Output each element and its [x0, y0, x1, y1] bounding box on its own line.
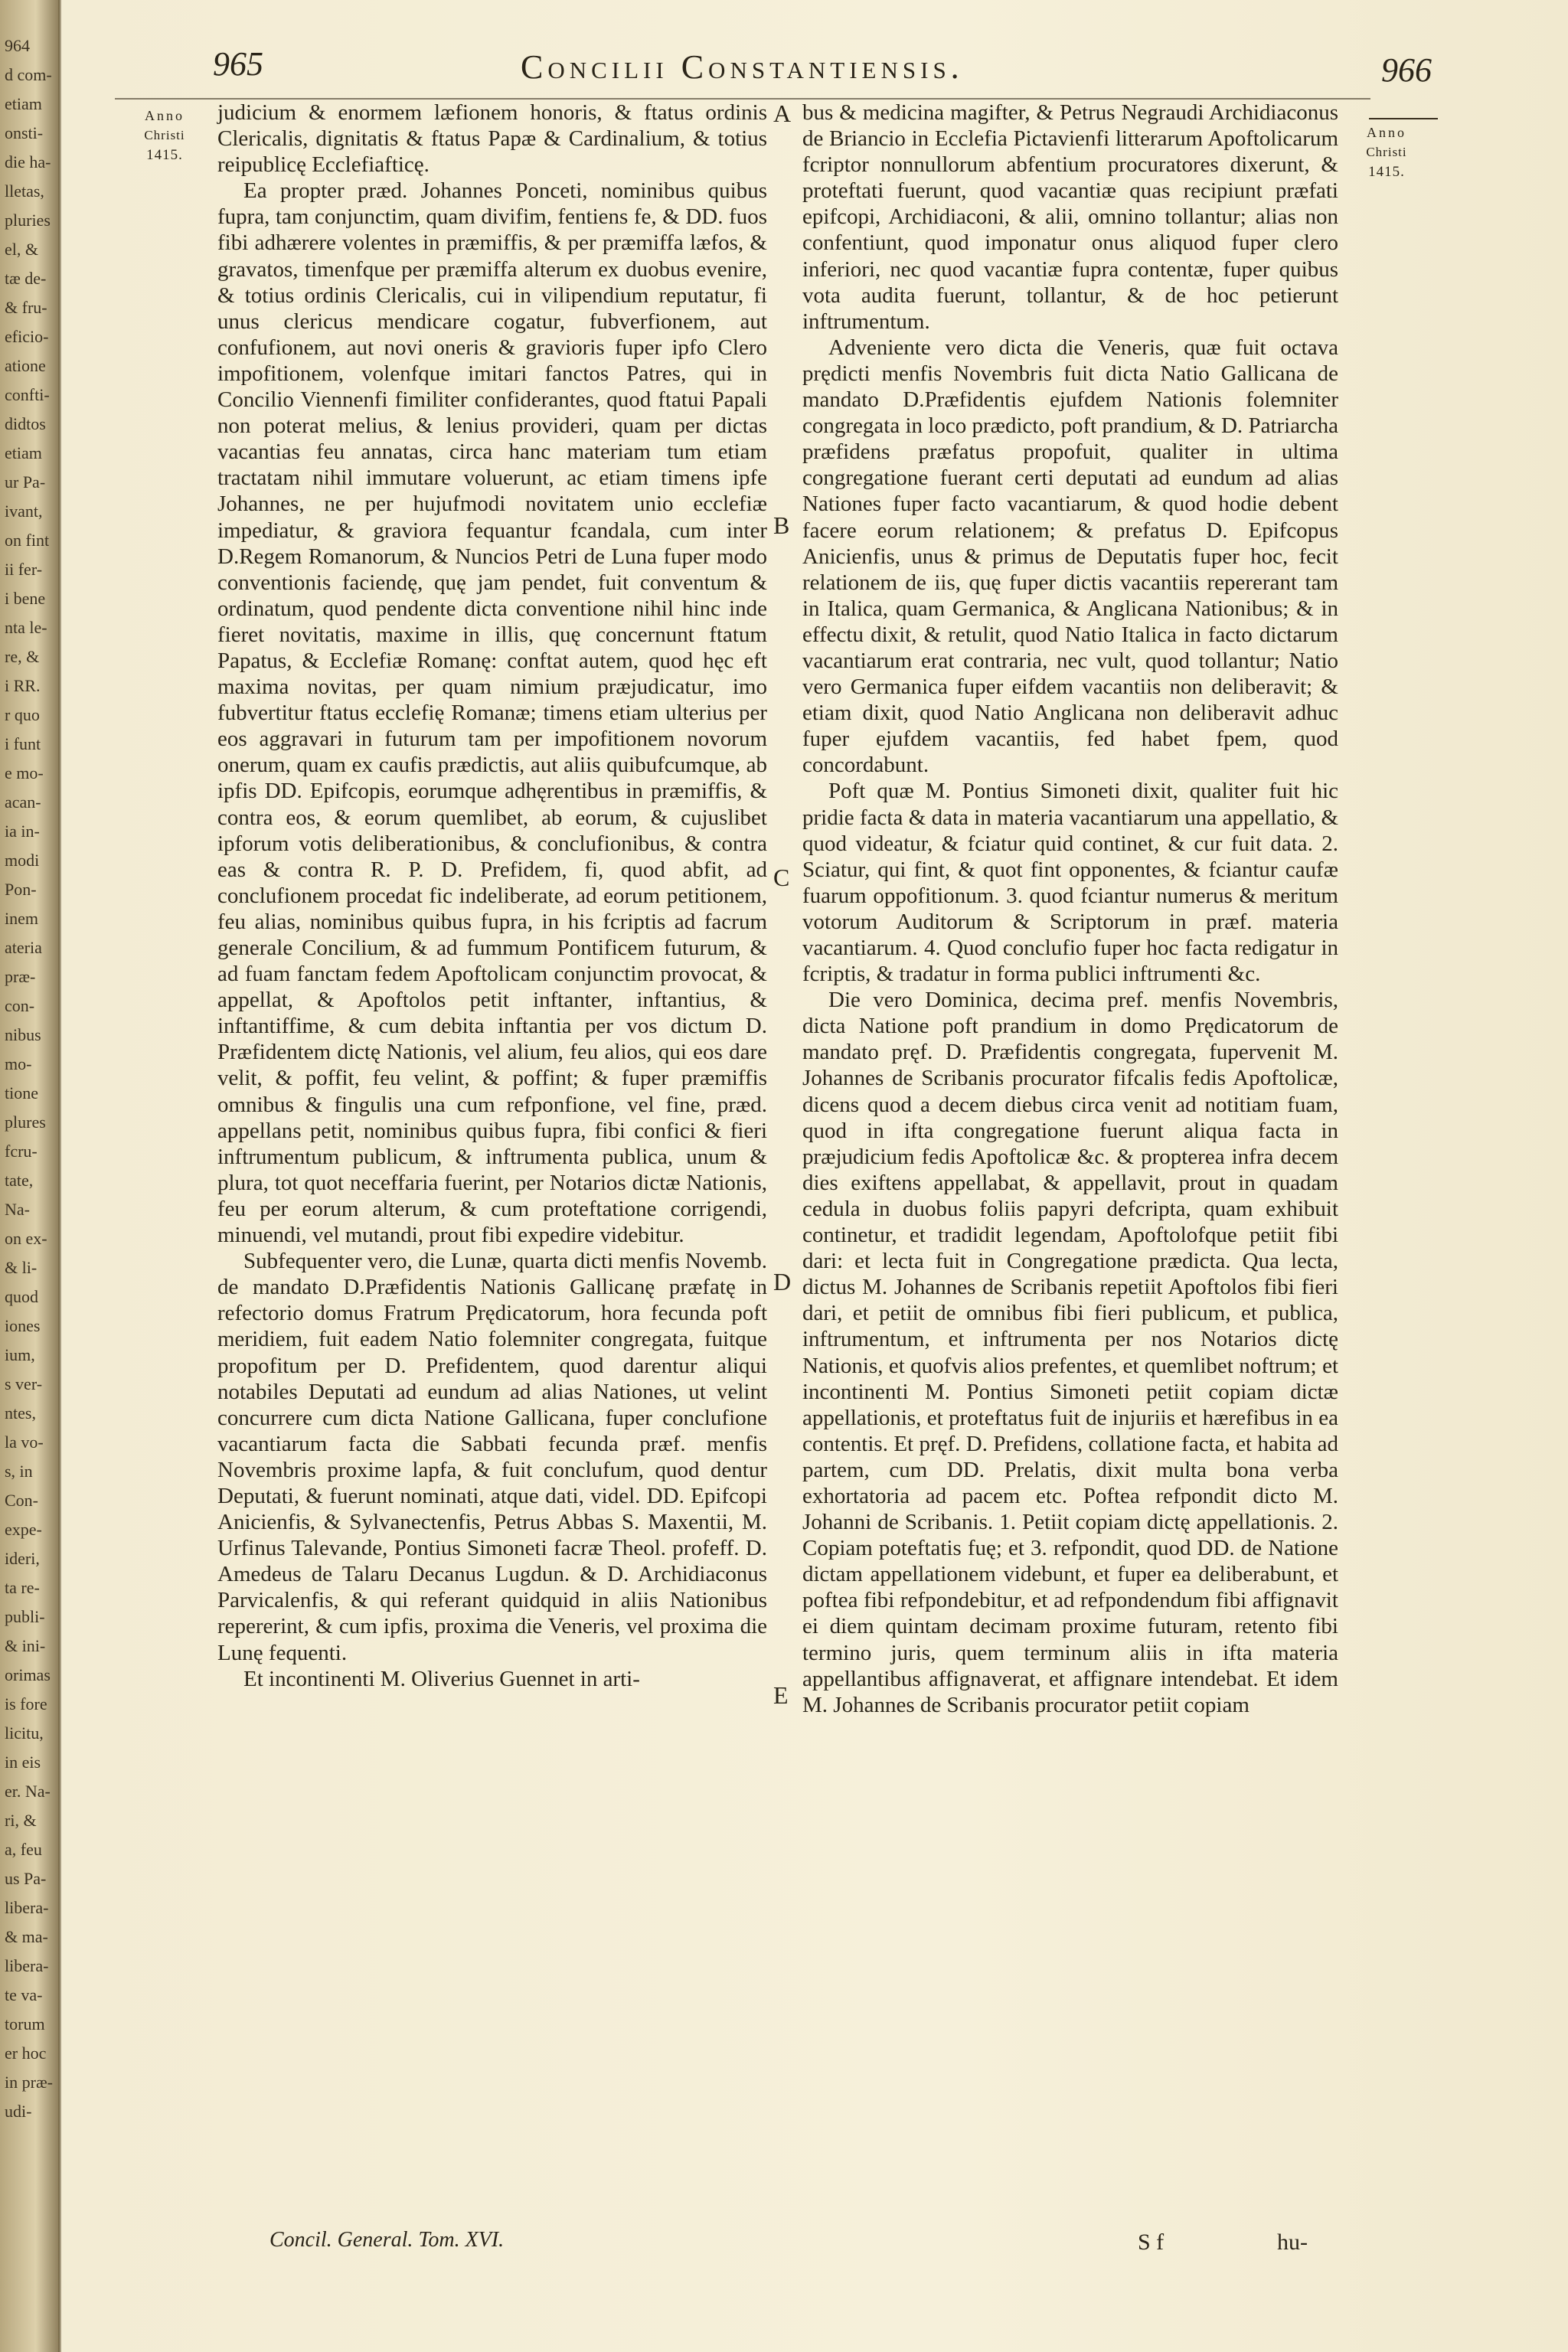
section-marker-e: E: [773, 1681, 789, 1709]
prev-page-fragment: die ha-: [5, 152, 51, 172]
footer-catchword: hu-: [1277, 2230, 1308, 2255]
page-number-right: 966: [1381, 51, 1432, 89]
prev-page-fragment: & li-: [5, 1258, 38, 1277]
margin-year: 1415.: [1368, 164, 1405, 180]
prev-page-fragment: ia in-: [5, 822, 40, 841]
paragraph: Poft quæ M. Pontius Simoneti dixit, qualiter fuit hic pridie facta & data in materia vacantiarum una appellatio, & quod videatur, & fciatur quid continet, & cur fuit data. 2. Sciatur, qui fint, & quot fint opponentes, & fciantur caufæ fuarum oppofitionum. 3. quod fciantur numerus & meritum votorum Auditorum & Scriptorum in præf. materia vacantiarum. 4. Quod conclufio fuper hoc facta redigatur in fcriptis, & tradatur in forma publici inftrumenti &c.: [802, 779, 1338, 987]
prev-page-fragment: tæ de-: [5, 269, 47, 288]
prev-page-fragment: in præ-: [5, 2073, 53, 2092]
prev-page-fragment: confti-: [5, 385, 50, 404]
prev-page-fragment: & ma-: [5, 1927, 48, 1946]
prev-page-fragment: ateria: [5, 938, 42, 957]
left-column: [217, 100, 767, 1692]
prev-page-fragment: eficio-: [5, 327, 49, 346]
prev-page-fragment: & ini-: [5, 1636, 46, 1655]
prev-page-fragment: on fint: [5, 531, 50, 550]
prev-page-fragment: re, &: [5, 647, 40, 666]
paragraph: Subfequenter vero, die Lunæ, quarta dicti menfis Novemb. de mandato D.Præfidentis Nationis Gallicanę præfatę in refectorio domus Fratrum Prędicatorum, hora fecunda poft meridiem, fuit eadem Natio folemniter congregata, fuitque propofitum per D. Prefidentem, quod darentur aliqui notabiles Deputati ad eundum ad alias Nationes, ut velint concurrere cum dicta Natione Gallicana, fuper conclufione vacantiarum facta die Sabbati fecunda præf. menfis Novembris proxime lapfa, & fuit conclufum, quod dentur Deputati, & fuerunt nominati, atque dati, videl. DD. Epifcopi Anicienfis, & Sylvanectenfis, Petrus Abbas S. Maxentii, M. Urfinus Talevande, Pontius Simoneti facræ Theol. profeff. D. Amedeus de Talaru Decanus Lugdun. & D. Archidiaconus Parvicalenfis, & qui referant quidquid in aliis Nationibus repererint, & cum ipfis, proxima die Veneris, vel proxima die Lunę fequenti.: [217, 1249, 767, 1665]
prev-page-fragment: iones: [5, 1316, 41, 1335]
prev-page-fragment: expe-: [5, 1520, 42, 1539]
prev-page-fragment: la vo-: [5, 1432, 44, 1452]
prev-page-fragment: tione: [5, 1083, 38, 1102]
prev-page-fragment: us Pa-: [5, 1869, 47, 1888]
prev-page-fragment: atione: [5, 356, 46, 375]
prev-page-fragment: plures: [5, 1112, 46, 1132]
prev-page-fragment: el, &: [5, 240, 38, 259]
paragraph: Die vero Dominica, decima pref. menfis Novembris, dicta Natione poft prandium in domo Prędicatorum de mandato pręf. D. Præfidentis congregata, fupervenit M. Johannes de Scribanis procurator fifcalis fedis Apoftolicæ, dicens quod a decem diebus circa venit ad notitiam fuam, quod in ifta congregatione fuerunt aliqua facta in præjudicium fedis Apoftolicæ &c. & propterea infra decem dies exiftens appellabat, & appellavit, prout in quadam cedula in duobus foliis papyri defcripta, quam exhibuit continetur, et tradidit legendam, Apoftolofque petiit fibi dari: et lecta fuit in Congregatione prædicta. Qua lecta, dictus M. Johannes de Scribanis repetiit Apoftolos fibi fieri dari, et petiit de omnibus fibi fieri publicum, et publica, inftrumentum, et inftrumenta per nos Notarios dictę Nationis, et quofvis alios prefentes, et quemlibet noftrum; et incontinenti M. Pontius Simoneti petiit copiam dictæ appellationis, et proteftatus fuit de injuriis et hærefibus in ea contentis. Et pręf. D. Prefidens, collatione facta, et habita ad partem, cum DD. Prelatis, dixit multa bona verba exhortatoria ad pacem etc. Poftea refpondit dicto M. Johanni de Scribanis. 1. Petiit copiam dictę appellationis. 2. Copiam poteftatis fuę; et 3. refpondit, quod DD. de Natione dictam appellationem videbunt, et fuper ea deliberabunt, et poftea fibi refpondebitur, et ad refpondendum fibi affignavit ei diem quintam decimam proxime futuram, retento fibi termino juris, quem terminum aliis in ifta materia appellantibus affignaverat, et affignare intendebat. Et idem M. Johannes de Scribanis procurator petiit copiam: [802, 988, 1338, 1717]
margin-date-right: [1337, 122, 1436, 182]
prev-page-fragment: fcru-: [5, 1142, 38, 1161]
prev-page-fragment: is fore: [5, 1694, 47, 1713]
prev-page-fragment: libera-: [5, 1898, 49, 1917]
prev-page-fragment: mo-: [5, 1054, 32, 1073]
prev-page-fragment: con-: [5, 996, 35, 1015]
previous-page-edge: [0, 0, 60, 2352]
paragraph: Adveniente vero dicta die Veneris, quæ fuit octava prędicti menfis Novembris fuit dicta Natio Gallicana de mandato D.Præfidentis ejufdem Nationis folemniter congregata in loco prædicto, poft prandium, & D. Patriarcha præfidens præfatus propofuit, qualiter in ultima congregatione fuerant certi deputati ad eundum ad alias Nationes fuper facto vacantiarum, & quod hodie debent facere eorum relationem; & prefatus D. Epifcopus Anicienfis, unus & primus de Deputatis fuper hoc, fecit relationem de iis, quę fuper dictis vacantiis repererant tam in Italica, quam Germanica, & Anglicana Nationibus; & in effectu dixit, & retulit, quod Natio Italica in facto dictarum vacantiarum erat contraria, nec vult, quod tollantur; Natio vero Germanica fuper eifdem vacantiis non deliberavit; & etiam dixit, quod Natio Anglicana non deliberavit adhuc fuper ejufdem vacantiis, fed habet fpem, quod concordabunt.: [802, 335, 1338, 778]
prev-page-fragment: Con-: [5, 1491, 38, 1510]
footer-signature: S f: [1138, 2230, 1165, 2255]
section-marker-d: D: [773, 1268, 792, 1295]
prev-page-fragment: pluries: [5, 211, 51, 230]
prev-page-fragment: i bene: [5, 589, 46, 608]
prev-page-fragment: s ver-: [5, 1374, 43, 1393]
prev-page-fragment: er. Na-: [5, 1782, 51, 1801]
prev-page-fragment: er hoc: [5, 2043, 47, 2063]
paragraph: judicium & enormem læfionem honoris, & ftatus ordinis Clericalis, dignitatis & ftatus Papæ & Cardinalium, & totius reipublicę Ecclefiafticę.: [217, 100, 767, 178]
margin-date-left: [119, 106, 210, 165]
prev-page-fragment: ideri,: [5, 1549, 40, 1568]
prev-page-fragment: ri, &: [5, 1811, 37, 1830]
margin-rule-right: [1369, 118, 1438, 119]
right-column: [802, 100, 1338, 1718]
prev-page-fragment: quod: [5, 1287, 38, 1306]
margin-christi: Christi: [144, 128, 185, 142]
page-number-left: 965: [213, 45, 263, 83]
prev-page-fragment: didtos: [5, 414, 46, 433]
margin-anno: Anno: [145, 108, 185, 123]
prev-page-fragment: modi: [5, 851, 40, 870]
prev-page-fragment: d com-: [5, 65, 52, 84]
margin-christi: Christi: [1366, 145, 1407, 159]
prev-page-fragment: lletas,: [5, 181, 44, 201]
margin-anno: Anno: [1367, 125, 1406, 140]
prev-page-fragment: i RR.: [5, 676, 41, 695]
prev-page-fragment: udi-: [5, 2102, 32, 2121]
prev-page-fragment: ur Pa-: [5, 472, 46, 492]
prev-page-fragment: onsti-: [5, 123, 44, 142]
prev-page-fragment: torum: [5, 2014, 45, 2034]
section-marker-b: B: [773, 511, 790, 539]
prev-page-fragment: præ-: [5, 967, 36, 986]
prev-page-fragment: on ex-: [5, 1229, 47, 1248]
footer-source: Concil. General. Tom. XVI.: [270, 2228, 505, 2252]
prev-page-fragment: orimas: [5, 1665, 51, 1684]
prev-page-fragment: inem: [5, 909, 38, 928]
paragraph: Et incontinenti M. Oliverius Guennet in arti-: [243, 1666, 640, 1691]
prev-page-fragment: e mo-: [5, 763, 44, 782]
paragraph: Ea propter præd. Johannes Ponceti, nominibus quibus fupra, tam conjunctim, quam divifim, fentiens fe, & DD. fuos fibi adhærere volentes in præmiffis, & per præmiffa læfos, & gravatos, timenfque per præmiffa alterum ex duobus evenire, & totius ordinis Clericalis, cui in vilipendium reputatur, fi unus clericus mendicare cogatur, fubverfionem, aut confufionem, aut novi oneris & gravioris fuper ipfo Clero impofitionem, volenfque imitari fanctos Patres, qui in Concilio Viennenfi fimiliter confiderantes, quod ftatui Papali non poterat melius, & lenius provideri, quam per dictas vacantias feu annatas, circa hanc materiam tum etiam tractatam nihil immutare voluerunt, ac etiam timens ipfe Johannes, ne per hujufmodi novitatem unio ecclefiæ impediatur, & graviora fequantur fcandala, cum inter D.Regem Romanorum, & Nuncios Petri de Luna fuper modo conventionis faciendę, quę jam pendet, fuit conventum & ordinatum, quod pendente dicta conventione nihil hinc inde fieret novitatis, maxime in illis, quę concernunt ftatum Papatus, & Ecclefiæ Romanę: conftat autem, quod hęc eft maxima novitas, per quam nimium præjudicatur, imo fubvertitur ftatus ecclefię Romanæ; timens etiam ulterius per eos aggravari in futurum tam per impofitionem novorum onerum, quam ex caufis prædictis, aut aliis quibufcumque, ab ipfis DD. Epifcopis, eorumque adhęrentibus in præmiffis, & contra eos, & eorum quemlibet, ab eorum, & cujuslibet ipforum votis deliberationibus, & conclufionibus, & contra eas & contra R. P. D. Prefidem, fi, quod abfit, ad conclufionem procedat fic indeliberate, ad eorum petitionem, feu alias, nominibus quibus fupra, in his fcriptis ad facrum generale Concilium, & ad fummum Pontificem futurum, & ad fuam fanctam fedem Apoftolicam conjunctim provocat, & appellat, & Apoftolos petit inftanter, inftantius, & inftantiffime, & cum debita inftantia per vos dictum D. Præfidentem dictę Nationis, vel alium, feu alios, qui eos dare velit, & poffit, feu velint, & poffint; & fuper præmiffis omnibus & fingulis una cum refponfione, vel fine, præd. appellans petit, nominibus quibus fupra, fibi confici & fieri inftrumentum publicum, & inftrumenta publica, unum & plura, tot quot neceffaria fuerint, per Notarios dictæ Nationis, feu per eorum alterum, & cum proteftatione corrigendi, minuendi, vel mutandi, prout fibi expedire videbitur.: [217, 178, 767, 1248]
prev-page-fragment: nibus: [5, 1025, 41, 1044]
prev-page-fragment: & fru-: [5, 298, 47, 317]
prev-page-fragment: ta re-: [5, 1578, 40, 1597]
prev-page-fragment: te va-: [5, 1985, 43, 2004]
prev-page-fragment: ntes,: [5, 1403, 36, 1423]
prev-page-fragment: libera-: [5, 1956, 49, 1975]
prev-page-fragment: etiam: [5, 443, 42, 462]
prev-page-fragment: publi-: [5, 1607, 45, 1626]
prev-page-fragment: in eis: [5, 1753, 41, 1772]
prev-page-fragment: nta le-: [5, 618, 47, 637]
section-marker-a: A: [773, 100, 792, 127]
prev-page-fragment: Pon-: [5, 880, 37, 899]
prev-page-fragment: i funt: [5, 734, 41, 753]
running-title: Concilii Constantiensis.: [521, 48, 964, 86]
margin-year: 1415.: [146, 147, 183, 163]
prev-page-fragment: 964: [5, 36, 30, 55]
prev-page-fragment: ivant,: [5, 501, 43, 521]
prev-page-fragment: etiam: [5, 94, 42, 113]
prev-page-fragment: licitu,: [5, 1723, 44, 1743]
book-gutter: [58, 0, 61, 2352]
prev-page-fragment: r quo: [5, 705, 40, 724]
prev-page-fragment: s, in: [5, 1462, 33, 1481]
prev-page-fragment: ii fer-: [5, 560, 43, 579]
page-header: [207, 37, 1432, 90]
paragraph: bus & medicina magifter, & Petrus Negraudi Archidiaconus de Briancio in Ecclefia Pictavienfi litterarum Apoftolicarum fcriptor nonnullorum abfentium procuratores dixerunt, & proteftati fuerunt, quod vacantiæ quas recipiunt præfati epifcopi, Archidiaconi, & alii, omnino tollantur; alias non confentiunt, quod imponatur onus aliquod fuper clero inferiori, nec quod vacantiæ fupra contentæ, fuper quibus vota audita fuerunt, tollantur, & de hoc petierunt inftrumentum.: [802, 100, 1338, 334]
section-marker-c: C: [773, 864, 790, 891]
prev-page-fragment: a, feu: [5, 1840, 42, 1859]
prev-page-fragment: acan-: [5, 792, 41, 812]
prev-page-fragment: ium,: [5, 1345, 35, 1364]
prev-page-fragment: Na-: [5, 1200, 30, 1219]
prev-page-fragment: tate,: [5, 1171, 34, 1190]
